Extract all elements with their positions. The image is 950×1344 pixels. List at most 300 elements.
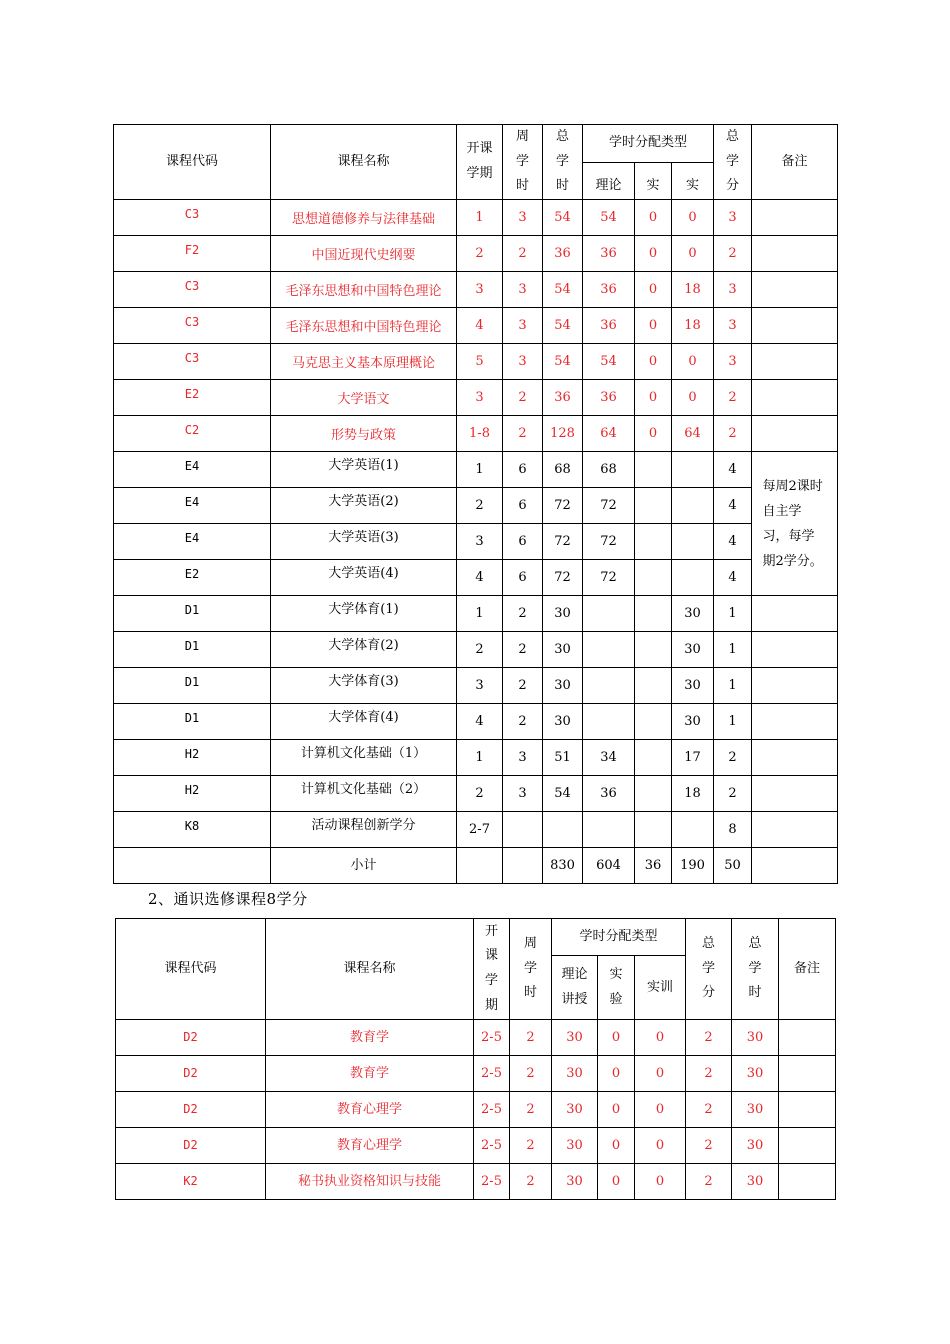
cell-theory: 30 bbox=[552, 1056, 598, 1092]
t2-header-semester: 开课学期 bbox=[474, 919, 510, 1020]
cell-theory: 68 bbox=[583, 452, 635, 488]
cell-semester: 4 bbox=[457, 560, 503, 596]
cell-weekly: 2 bbox=[503, 380, 543, 416]
cell-remarks bbox=[752, 344, 838, 380]
cell-semester: 3 bbox=[457, 272, 503, 308]
cell-total: 30 bbox=[732, 1020, 779, 1056]
cell-name bbox=[271, 740, 457, 776]
cell-theory bbox=[583, 596, 635, 632]
cell-total: 72 bbox=[543, 488, 583, 524]
cell-total: 30 bbox=[543, 596, 583, 632]
cell-semester: 2-7 bbox=[457, 812, 503, 848]
cell-name bbox=[271, 416, 457, 452]
cell-code: C2 bbox=[114, 416, 271, 452]
cell-remarks bbox=[752, 704, 838, 740]
cell-weekly: 3 bbox=[503, 308, 543, 344]
cell-practice bbox=[672, 452, 714, 488]
cell-remarks bbox=[752, 416, 838, 452]
cell-credits: 2 bbox=[714, 416, 752, 452]
cell-practice: 17 bbox=[672, 740, 714, 776]
cell-code: C3 bbox=[114, 272, 271, 308]
cell-theory: 64 bbox=[583, 416, 635, 452]
cell-total: 54 bbox=[543, 200, 583, 236]
cell-weekly: 2 bbox=[503, 632, 543, 668]
table-row bbox=[114, 416, 838, 452]
t2-header-credits: 总学分 bbox=[686, 919, 732, 1020]
cell-remarks bbox=[752, 380, 838, 416]
course-name: 思想道德修养与法律基础 bbox=[291, 212, 435, 228]
course-name: 毛泽东思想和中国特色理论 bbox=[285, 320, 442, 336]
cell-semester: 2-5 bbox=[474, 1164, 510, 1200]
cell-practice: 18 bbox=[672, 272, 714, 308]
course-name: 大学体育(4) bbox=[328, 710, 399, 726]
cell-theory: 54 bbox=[583, 200, 635, 236]
cell-semester: 2 bbox=[457, 632, 503, 668]
cell-lab bbox=[635, 632, 672, 668]
cell-lab: 0 bbox=[598, 1056, 635, 1092]
cell-theory: 30 bbox=[552, 1020, 598, 1056]
cell-code: D1 bbox=[114, 704, 271, 740]
english-note bbox=[752, 452, 838, 596]
cell-semester: 1-8 bbox=[457, 416, 503, 452]
english-note-text: 每周2课时自主学习，每学期2学分。 bbox=[762, 478, 823, 569]
cell-lab: 0 bbox=[635, 272, 672, 308]
cell-credits: 8 bbox=[714, 812, 752, 848]
cell-weekly: 2 bbox=[503, 704, 543, 740]
cell-practice: 18 bbox=[672, 776, 714, 812]
cell-theory bbox=[583, 704, 635, 740]
subtotal-theory: 604 bbox=[583, 848, 635, 884]
course-name: 大学英语(1) bbox=[328, 458, 399, 474]
cell-weekly: 3 bbox=[503, 740, 543, 776]
cell-practice: 0 bbox=[635, 1020, 686, 1056]
course-name: 马克思主义基本原理概论 bbox=[291, 356, 435, 372]
cell-theory: 72 bbox=[583, 560, 635, 596]
cell-practice: 0 bbox=[672, 200, 714, 236]
table-row bbox=[114, 452, 838, 488]
cell-lab bbox=[635, 452, 672, 488]
table-row bbox=[114, 632, 838, 668]
cell-semester: 5 bbox=[457, 344, 503, 380]
t2-header-code: 课程代码 bbox=[116, 919, 266, 1020]
table-row bbox=[116, 1164, 836, 1200]
cell-code: F2 bbox=[114, 236, 271, 272]
course-name: 大学体育(3) bbox=[328, 674, 399, 690]
cell-code: H2 bbox=[114, 776, 271, 812]
cell-theory: 30 bbox=[552, 1128, 598, 1164]
cell-lab: 0 bbox=[598, 1020, 635, 1056]
cell-theory: 30 bbox=[552, 1164, 598, 1200]
cell-theory: 72 bbox=[583, 488, 635, 524]
cell-weekly: 6 bbox=[503, 488, 543, 524]
cell-code: E2 bbox=[114, 560, 271, 596]
cell-weekly: 2 bbox=[510, 1128, 552, 1164]
cell-code: C3 bbox=[114, 308, 271, 344]
table-row bbox=[114, 740, 838, 776]
table-row bbox=[114, 812, 838, 848]
cell-code: D2 bbox=[116, 1020, 266, 1056]
course-name: 计算机文化基础（1） bbox=[300, 746, 427, 762]
cell-weekly: 2 bbox=[503, 596, 543, 632]
cell-total: 54 bbox=[543, 272, 583, 308]
cell-credits: 2 bbox=[686, 1020, 732, 1056]
cell-practice: 30 bbox=[672, 668, 714, 704]
cell-lab bbox=[635, 812, 672, 848]
cell-name bbox=[271, 236, 457, 272]
cell-practice: 30 bbox=[672, 596, 714, 632]
cell-total: 128 bbox=[543, 416, 583, 452]
cell-remarks bbox=[752, 776, 838, 812]
cell-weekly: 3 bbox=[503, 272, 543, 308]
cell-total: 36 bbox=[543, 236, 583, 272]
cell-total: 54 bbox=[543, 344, 583, 380]
cell-semester: 3 bbox=[457, 524, 503, 560]
required-courses-table bbox=[113, 124, 838, 884]
cell-lab: 0 bbox=[598, 1128, 635, 1164]
cell-name bbox=[271, 308, 457, 344]
cell-credits: 2 bbox=[686, 1164, 732, 1200]
cell-lab: 0 bbox=[598, 1092, 635, 1128]
cell-remarks bbox=[779, 1164, 836, 1200]
cell-lab bbox=[635, 488, 672, 524]
cell-semester: 2 bbox=[457, 488, 503, 524]
course-name: 活动课程创新学分 bbox=[311, 818, 416, 834]
cell-lab: 0 bbox=[598, 1164, 635, 1200]
table-row bbox=[114, 524, 838, 560]
cell-credits: 3 bbox=[714, 308, 752, 344]
cell-total: 30 bbox=[732, 1092, 779, 1128]
cell-remarks bbox=[752, 308, 838, 344]
cell-name: 教育心理学 bbox=[266, 1092, 474, 1128]
cell-code: D2 bbox=[116, 1092, 266, 1128]
cell-practice bbox=[672, 488, 714, 524]
cell-weekly bbox=[503, 812, 543, 848]
cell-practice: 0 bbox=[635, 1164, 686, 1200]
cell-code: D2 bbox=[116, 1056, 266, 1092]
cell-credits: 2 bbox=[714, 740, 752, 776]
cell-credits: 2 bbox=[686, 1128, 732, 1164]
cell-theory: 54 bbox=[583, 344, 635, 380]
cell-lab: 0 bbox=[635, 308, 672, 344]
cell-lab bbox=[635, 704, 672, 740]
cell-name bbox=[271, 704, 457, 740]
header-credits: 总学分 bbox=[714, 125, 752, 200]
cell-total: 72 bbox=[543, 524, 583, 560]
cell-weekly: 3 bbox=[503, 344, 543, 380]
cell-weekly: 6 bbox=[503, 524, 543, 560]
cell-theory: 36 bbox=[583, 272, 635, 308]
cell-code: K2 bbox=[116, 1164, 266, 1200]
subtotal-lab: 36 bbox=[635, 848, 672, 884]
cell-theory: 30 bbox=[552, 1092, 598, 1128]
cell-remarks bbox=[752, 272, 838, 308]
cell-weekly: 2 bbox=[503, 416, 543, 452]
header-name: 课程名称 bbox=[271, 125, 457, 200]
cell-name: 教育心理学 bbox=[266, 1128, 474, 1164]
cell-semester: 3 bbox=[457, 668, 503, 704]
cell-code: D1 bbox=[114, 632, 271, 668]
header-practice: 实 bbox=[672, 162, 714, 200]
t2-header-remarks: 备注 bbox=[779, 919, 836, 1020]
cell-practice: 18 bbox=[672, 308, 714, 344]
cell-remarks bbox=[752, 200, 838, 236]
header-code: 课程代码 bbox=[114, 125, 271, 200]
cell-weekly: 2 bbox=[510, 1164, 552, 1200]
cell-practice: 0 bbox=[635, 1128, 686, 1164]
cell-weekly: 6 bbox=[503, 452, 543, 488]
cell-credits: 1 bbox=[714, 704, 752, 740]
cell-name bbox=[271, 668, 457, 704]
cell-remarks bbox=[752, 236, 838, 272]
cell-theory bbox=[583, 668, 635, 704]
course-name: 大学语文 bbox=[337, 392, 390, 408]
cell-practice: 0 bbox=[672, 344, 714, 380]
table-row bbox=[114, 596, 838, 632]
cell-weekly bbox=[503, 848, 543, 884]
cell-remarks bbox=[779, 1128, 836, 1164]
cell-credits: 4 bbox=[714, 452, 752, 488]
cell-name bbox=[271, 632, 457, 668]
cell-credits: 1 bbox=[714, 668, 752, 704]
table-row bbox=[114, 668, 838, 704]
cell-code: E4 bbox=[114, 488, 271, 524]
table-row bbox=[116, 1056, 836, 1092]
cell-semester: 3 bbox=[457, 380, 503, 416]
cell-name bbox=[271, 596, 457, 632]
cell-remarks bbox=[779, 1092, 836, 1128]
cell-credits: 2 bbox=[714, 380, 752, 416]
cell-name bbox=[271, 524, 457, 560]
elective-courses-table bbox=[115, 918, 836, 1200]
cell-semester: 2 bbox=[457, 776, 503, 812]
cell-theory bbox=[583, 812, 635, 848]
table-row bbox=[116, 1092, 836, 1128]
cell-total: 54 bbox=[543, 776, 583, 812]
cell-practice: 0 bbox=[672, 380, 714, 416]
cell-remarks bbox=[752, 668, 838, 704]
cell-credits: 1 bbox=[714, 632, 752, 668]
table-row bbox=[114, 308, 838, 344]
cell-code: C3 bbox=[114, 344, 271, 380]
cell-credits: 4 bbox=[714, 560, 752, 596]
cell-credits: 2 bbox=[686, 1092, 732, 1128]
header-weekly-hours: 周学时 bbox=[503, 125, 543, 200]
cell-name bbox=[271, 488, 457, 524]
cell-weekly: 2 bbox=[510, 1092, 552, 1128]
table-row bbox=[116, 1128, 836, 1164]
cell-semester: 1 bbox=[457, 200, 503, 236]
cell-name bbox=[271, 200, 457, 236]
t2-header-practice: 实训 bbox=[635, 956, 686, 1020]
cell-weekly: 2 bbox=[503, 668, 543, 704]
cell-practice: 0 bbox=[635, 1056, 686, 1092]
cell-remarks bbox=[752, 632, 838, 668]
cell-practice: 0 bbox=[672, 236, 714, 272]
cell-practice: 0 bbox=[635, 1092, 686, 1128]
table-row bbox=[114, 488, 838, 524]
cell-total: 68 bbox=[543, 452, 583, 488]
cell-lab: 0 bbox=[635, 344, 672, 380]
cell-code: H2 bbox=[114, 740, 271, 776]
subtotal-label: 小计 bbox=[271, 848, 457, 884]
cell-credits: 3 bbox=[714, 344, 752, 380]
cell-name bbox=[271, 272, 457, 308]
cell-semester: 2-5 bbox=[474, 1092, 510, 1128]
cell-theory: 36 bbox=[583, 236, 635, 272]
cell-semester: 2 bbox=[457, 236, 503, 272]
table-row bbox=[114, 236, 838, 272]
cell-credits: 4 bbox=[714, 488, 752, 524]
cell-theory: 36 bbox=[583, 380, 635, 416]
cell-total: 54 bbox=[543, 308, 583, 344]
cell-remarks bbox=[752, 740, 838, 776]
cell-weekly: 2 bbox=[503, 236, 543, 272]
cell-weekly: 3 bbox=[503, 776, 543, 812]
cell-remarks bbox=[752, 812, 838, 848]
cell-theory: 36 bbox=[583, 776, 635, 812]
t2-header-lab: 实验 bbox=[598, 956, 635, 1020]
subtotal-row bbox=[114, 848, 838, 884]
cell-name: 教育学 bbox=[266, 1020, 474, 1056]
section-2-title: 2、通识选修课程8学分 bbox=[148, 890, 308, 908]
cell-total: 36 bbox=[543, 380, 583, 416]
cell-semester: 1 bbox=[457, 596, 503, 632]
cell-semester: 2-5 bbox=[474, 1020, 510, 1056]
cell-practice bbox=[672, 560, 714, 596]
cell-semester: 4 bbox=[457, 704, 503, 740]
cell-practice: 64 bbox=[672, 416, 714, 452]
table-row bbox=[114, 344, 838, 380]
cell-weekly: 6 bbox=[503, 560, 543, 596]
cell-credits: 2 bbox=[714, 776, 752, 812]
cell-lab bbox=[635, 740, 672, 776]
cell-weekly: 3 bbox=[503, 200, 543, 236]
cell-credits: 3 bbox=[714, 200, 752, 236]
cell-name bbox=[271, 380, 457, 416]
table-row bbox=[114, 776, 838, 812]
cell-code: E2 bbox=[114, 380, 271, 416]
header-semester: 开课学期 bbox=[457, 125, 503, 200]
cell-lab: 0 bbox=[635, 200, 672, 236]
cell-lab bbox=[635, 776, 672, 812]
cell-lab bbox=[635, 596, 672, 632]
cell-name: 秘书执业资格知识与技能 bbox=[266, 1164, 474, 1200]
cell-lab: 0 bbox=[635, 236, 672, 272]
cell-code bbox=[114, 848, 271, 884]
cell-credits: 2 bbox=[714, 236, 752, 272]
cell-credits: 3 bbox=[714, 272, 752, 308]
subtotal-credits: 50 bbox=[714, 848, 752, 884]
cell-name bbox=[271, 560, 457, 596]
cell-lab bbox=[635, 668, 672, 704]
cell-lab bbox=[635, 560, 672, 596]
header-hour-type: 学时分配类型 bbox=[583, 125, 714, 163]
cell-remarks bbox=[779, 1056, 836, 1092]
table-row bbox=[114, 704, 838, 740]
header-theory: 理论 bbox=[583, 162, 635, 200]
table-row bbox=[114, 200, 838, 236]
table-row bbox=[114, 560, 838, 596]
cell-semester: 2-5 bbox=[474, 1128, 510, 1164]
cell-lab: 0 bbox=[635, 380, 672, 416]
cell-name bbox=[271, 812, 457, 848]
table-row bbox=[114, 272, 838, 308]
cell-credits: 1 bbox=[714, 596, 752, 632]
cell-semester: 2-5 bbox=[474, 1056, 510, 1092]
cell-practice bbox=[672, 524, 714, 560]
cell-total: 30 bbox=[543, 668, 583, 704]
cell-theory: 36 bbox=[583, 308, 635, 344]
course-name: 大学英语(4) bbox=[328, 566, 399, 582]
t2-header-theory: 理论讲授 bbox=[552, 956, 598, 1020]
cell-lab bbox=[635, 524, 672, 560]
header-lab: 实 bbox=[635, 162, 672, 200]
cell-total: 30 bbox=[543, 632, 583, 668]
cell-remarks bbox=[752, 848, 838, 884]
course-name: 大学体育(1) bbox=[328, 602, 399, 618]
course-name: 大学英语(3) bbox=[328, 530, 399, 546]
cell-remarks bbox=[752, 596, 838, 632]
cell-theory bbox=[583, 632, 635, 668]
cell-practice: 30 bbox=[672, 704, 714, 740]
cell-total: 30 bbox=[732, 1128, 779, 1164]
cell-weekly: 2 bbox=[510, 1020, 552, 1056]
cell-name bbox=[271, 452, 457, 488]
cell-code: D2 bbox=[116, 1128, 266, 1164]
cell-practice bbox=[672, 812, 714, 848]
course-name: 大学体育(2) bbox=[328, 638, 399, 654]
cell-code: C3 bbox=[114, 200, 271, 236]
cell-name bbox=[271, 776, 457, 812]
t2-header-total-hours: 总学时 bbox=[732, 919, 779, 1020]
cell-practice: 30 bbox=[672, 632, 714, 668]
cell-code: D1 bbox=[114, 668, 271, 704]
cell-total: 30 bbox=[732, 1056, 779, 1092]
cell-total bbox=[543, 812, 583, 848]
cell-code: E4 bbox=[114, 452, 271, 488]
cell-credits: 4 bbox=[714, 524, 752, 560]
cell-name bbox=[271, 344, 457, 380]
cell-semester: 1 bbox=[457, 452, 503, 488]
t2-header-weekly-hours: 周学时 bbox=[510, 919, 552, 1020]
course-name: 中国近现代史纲要 bbox=[311, 248, 416, 264]
cell-theory: 72 bbox=[583, 524, 635, 560]
cell-total: 30 bbox=[732, 1164, 779, 1200]
table-row bbox=[116, 1020, 836, 1056]
table-row bbox=[114, 380, 838, 416]
subtotal-practice: 190 bbox=[672, 848, 714, 884]
cell-total: 72 bbox=[543, 560, 583, 596]
cell-weekly: 2 bbox=[510, 1056, 552, 1092]
cell-code: K8 bbox=[114, 812, 271, 848]
cell-lab: 0 bbox=[635, 416, 672, 452]
cell-credits: 2 bbox=[686, 1056, 732, 1092]
cell-semester: 1 bbox=[457, 740, 503, 776]
header-remarks: 备注 bbox=[752, 125, 838, 200]
cell-semester: 4 bbox=[457, 308, 503, 344]
header-total-hours: 总学时 bbox=[543, 125, 583, 200]
t2-header-name: 课程名称 bbox=[266, 919, 474, 1020]
t2-header-hour-type: 学时分配类型 bbox=[552, 919, 686, 956]
cell-code: D1 bbox=[114, 596, 271, 632]
cell-total: 51 bbox=[543, 740, 583, 776]
course-name: 大学英语(2) bbox=[328, 494, 399, 510]
cell-semester bbox=[457, 848, 503, 884]
cell-code: E4 bbox=[114, 524, 271, 560]
course-name: 计算机文化基础（2） bbox=[300, 782, 427, 798]
course-name: 毛泽东思想和中国特色理论 bbox=[285, 284, 442, 300]
cell-total: 30 bbox=[543, 704, 583, 740]
